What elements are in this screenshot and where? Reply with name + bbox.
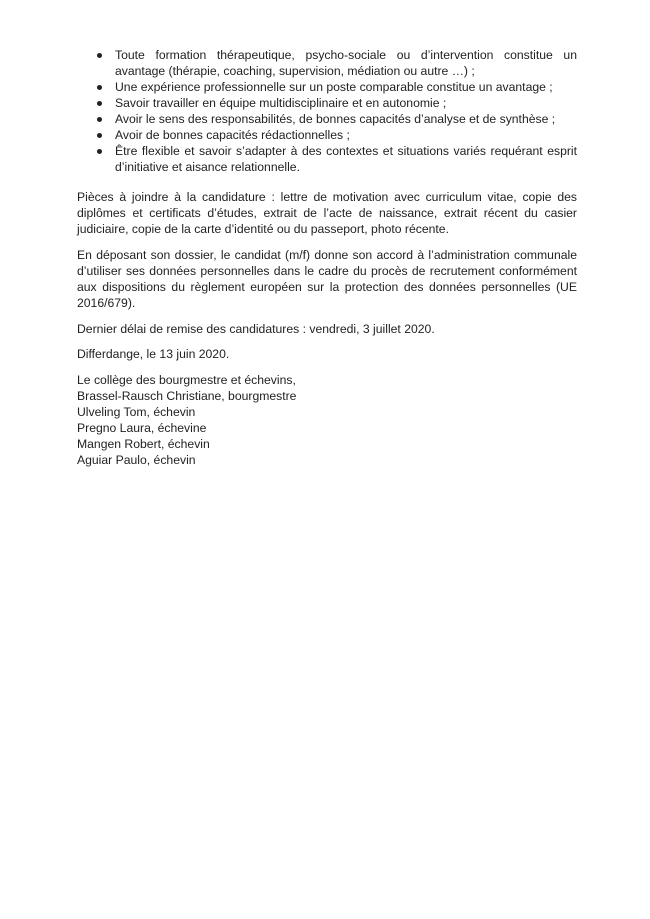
list-item-text: Être flexible et savoir s’adapter à des contextes et situations variés requérant esprit d’initiative et aisance relationnelle. — [115, 144, 577, 174]
bullet-icon — [97, 149, 102, 154]
list-item — [77, 79, 577, 95]
bullet-icon — [97, 85, 102, 90]
signatory-line: Le collège des bourgmestre et échevins, — [77, 373, 296, 387]
deadline-paragraph: Dernier délai de remise des candidatures : vendredi, 3 juillet 2020. — [77, 322, 435, 336]
signatory-line: Mangen Robert, échevin — [77, 437, 210, 451]
bullet-icon — [97, 117, 102, 122]
consent-paragraph: En déposant son dossier, le candidat (m/f) donne son accord à l’administration communale d’utiliser ses données personnelles dans le cadre du procès de recrutement conformément aux dispositions du règlement européen sur la protection des données personnelles (UE 2016/679). — [77, 248, 577, 310]
list-item-text: Savoir travailler en équipe multidisciplinaire et en autonomie ; — [115, 96, 447, 110]
signatory-line: Brassel-Rausch Christiane, bourgmestre — [77, 389, 297, 403]
signatory-line: Aguiar Paulo, échevin — [77, 453, 196, 467]
bullet-icon — [97, 133, 102, 138]
list-item-text: Une expérience professionnelle sur un poste comparable constitue un avantage ; — [115, 80, 553, 94]
bullet-icon — [97, 53, 102, 58]
signatory-line: Pregno Laura, échevine — [77, 421, 207, 435]
list-item — [77, 143, 577, 175]
list-item — [77, 47, 577, 79]
document-page — [77, 47, 577, 468]
list-item — [77, 111, 577, 127]
list-item — [77, 95, 577, 111]
place-date: Differdange, le 13 juin 2020. — [77, 347, 230, 361]
signatory-line: Ulveling Tom, échevin — [77, 405, 196, 419]
signature-block — [77, 372, 577, 468]
list-item-text: Avoir le sens des responsabilités, de bonnes capacités d’analyse et de synthèse ; — [115, 112, 556, 126]
requirements-list — [77, 47, 577, 175]
bullet-icon — [97, 101, 102, 106]
list-item-text: Toute formation thérapeutique, psycho-sociale ou d’intervention constitue un avantage (thérapie, coaching, supervision, médiation ou autre …) ; — [115, 48, 577, 78]
pieces-paragraph: Pièces à joindre à la candidature : lettre de motivation avec curriculum vitae, copie des diplômes et certificats d’études, extrait de l’acte de naissance, extrait récent du casier judiciaire, copie de la carte d’identité ou du passeport, photo récente. — [77, 190, 577, 236]
list-item — [77, 127, 577, 143]
list-item-text: Avoir de bonnes capacités rédactionnelles ; — [115, 128, 350, 142]
